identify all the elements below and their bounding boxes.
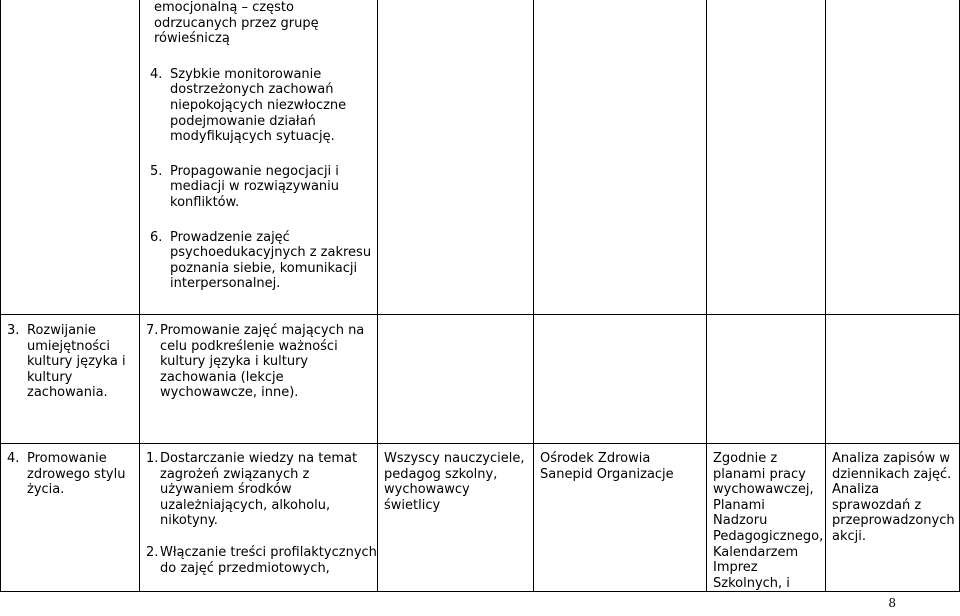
- task-text: Włączanie treści profilaktycznych do zajęć przedmiotowych,: [160, 544, 377, 576]
- partners-cell: [534, 0, 707, 315]
- area-cell: [1, 315, 140, 444]
- task-item: [150, 67, 377, 145]
- table-row: [1, 315, 960, 444]
- task-text: Propagowanie negocjacji i mediacji w rozwiązywaniu konfliktów.: [170, 163, 340, 210]
- task-text: Promowanie zajęć mających na celu podkreślenie ważności kultury języka i kultury zachowania (lekcje wychowawcze, inne).: [160, 323, 365, 401]
- task-item: [146, 545, 377, 576]
- area-text: Rozwijanie umiejętności kultury języka i kultury zachowania.: [27, 323, 126, 401]
- task-item: [146, 323, 377, 401]
- page-number: 8: [888, 596, 896, 610]
- deadline-text: Zgodnie z planami pracy wychowawczej, Planami Nadzoru Pedagogicznego, Kalendarzem Imprez Szkolnych, i: [713, 451, 824, 591]
- task-continuation: emocjonalną – często odrzucanych przez grupę rówieśniczą: [154, 0, 319, 47]
- evaluation-cell: [826, 444, 960, 592]
- row-number: 4.: [7, 451, 20, 466]
- responsible-cell: [378, 315, 534, 444]
- deadline-cell: [707, 0, 826, 315]
- evaluation-text: Analiza zapisów w dziennikach zajęć. Analiza sprawozdań z przeprowadzonych akcji.: [832, 451, 955, 544]
- tasks-cell: [140, 0, 378, 315]
- area-cell: [1, 0, 140, 315]
- task-text: Prowadzenie zajęć psychoedukacyjnych z zakresu poznania siebie, komunikacji interpersonalnej.: [170, 229, 372, 292]
- area-cell: [1, 444, 140, 592]
- area-text: Promowanie zdrowego stylu życia.: [27, 451, 126, 498]
- deadline-cell: [707, 315, 826, 444]
- responsible-cell: [378, 0, 534, 315]
- task-number: 4.: [150, 66, 163, 82]
- task-number: 7.: [146, 323, 159, 338]
- partners-cell: [534, 315, 707, 444]
- task-item: [150, 164, 377, 211]
- partners-text: Ośrodek Zdrowia Sanepid Organizacje: [540, 451, 674, 482]
- task-number: 5.: [150, 163, 163, 179]
- tasks-cell: [140, 315, 378, 444]
- task-number: 1.: [146, 451, 159, 466]
- task-item: [150, 230, 377, 292]
- evaluation-cell: [826, 315, 960, 444]
- evaluation-cell: [826, 0, 960, 315]
- task-number: 2.: [146, 544, 159, 560]
- task-text: Dostarczanie wiedzy na temat zagrożeń związanych z używaniem środków uzależniających, alkoholu, nikotyny.: [160, 451, 358, 529]
- table-row: [1, 0, 960, 315]
- responsible-text: Wszyscy nauczyciele, pedagog szkolny, wychowawcy świetlicy: [384, 451, 525, 513]
- task-number: 6.: [150, 229, 163, 245]
- row-number: 3.: [7, 323, 20, 338]
- partners-cell: [534, 444, 707, 592]
- responsible-cell: [378, 444, 534, 592]
- task-text: Szybkie monitorowanie dostrzeżonych zachowań niepokojących niezwłoczne podejmowanie działań modyfikujących sytuację.: [170, 66, 347, 145]
- task-item: [146, 451, 377, 529]
- table-row: [1, 444, 960, 592]
- deadline-cell: [707, 444, 826, 592]
- tasks-cell: [140, 444, 378, 592]
